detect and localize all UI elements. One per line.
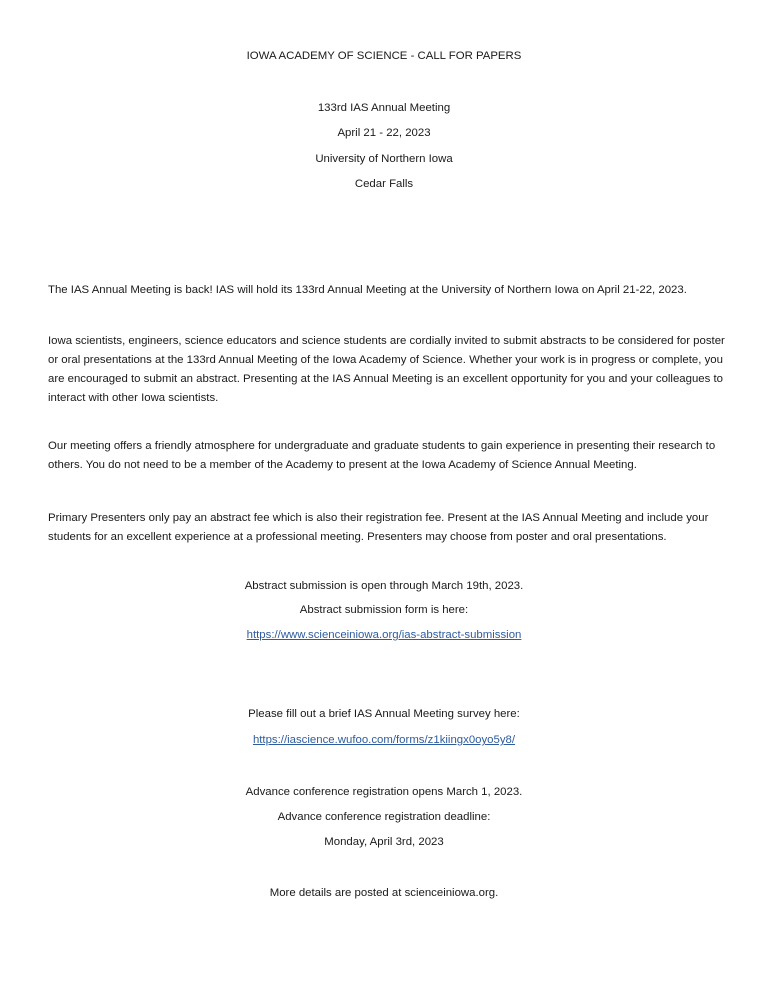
registration-opens: Advance conference registration opens March 1, 2023. (245, 786, 523, 798)
survey-link[interactable]: https://iascience.wufoo.com/forms/z1kiingx0oyo5y8/ (252, 734, 516, 746)
submission-link-row (0, 629, 768, 641)
paragraph-intro: The IAS Annual Meeting is back! IAS will hold its 133rd Annual Meeting at the University of Northern Iowa on April 21-22, 2023. (48, 284, 687, 296)
submission-form-text: Abstract submission form is here: (299, 604, 469, 616)
paragraph-presenters: Primary Presenters only pay an abstract fee which is also their registration fee. Present at the IAS Annual Meeting and include your students for an excellent experience at a professional meeting. Presenters may choose from poster and oral presentations. (48, 512, 709, 543)
survey-text: Please fill out a brief IAS Annual Meeting survey here: (248, 708, 520, 720)
registration-deadline-label: Advance conference registration deadline: (277, 811, 491, 823)
paragraph-invitation: Iowa scientists, engineers, science educators and science students are cordially invited to submit abstracts to be considered for poster or oral presentations at the 133rd Annual Meeting of the Iowa Academy of Science. Whether your work is in progress or complete, you are encouraged to submit an abstract. Presenting at the IAS Annual Meeting is an excellent opportunity for you and your colleagues to interact with other Iowa scientists. (48, 335, 725, 404)
submission-open-text: Abstract submission is open through March 19th, 2023. (244, 580, 524, 592)
meeting-name: 133rd IAS Annual Meeting (317, 102, 451, 114)
meeting-dates: April 21 - 22, 2023 (337, 127, 431, 139)
survey-link-row (0, 734, 768, 746)
meeting-city: Cedar Falls (354, 178, 414, 190)
paragraph-students: Our meeting offers a friendly atmosphere for undergraduate and graduate students to gain experience in presenting their research to others. You do not need to be a member of the Academy to present at the Iowa Academy of Science Annual Meeting. (48, 440, 716, 471)
document-title: IOWA ACADEMY OF SCIENCE - CALL FOR PAPERS (246, 50, 522, 62)
registration-deadline-date: Monday, April 3rd, 2023 (324, 836, 444, 848)
abstract-submission-link[interactable]: https://www.scienceiniowa.org/ias-abstract-submission (246, 629, 522, 641)
more-details-text: More details are posted at scienceiniowa.org. (269, 887, 499, 899)
meeting-venue: University of Northern Iowa (315, 153, 453, 165)
